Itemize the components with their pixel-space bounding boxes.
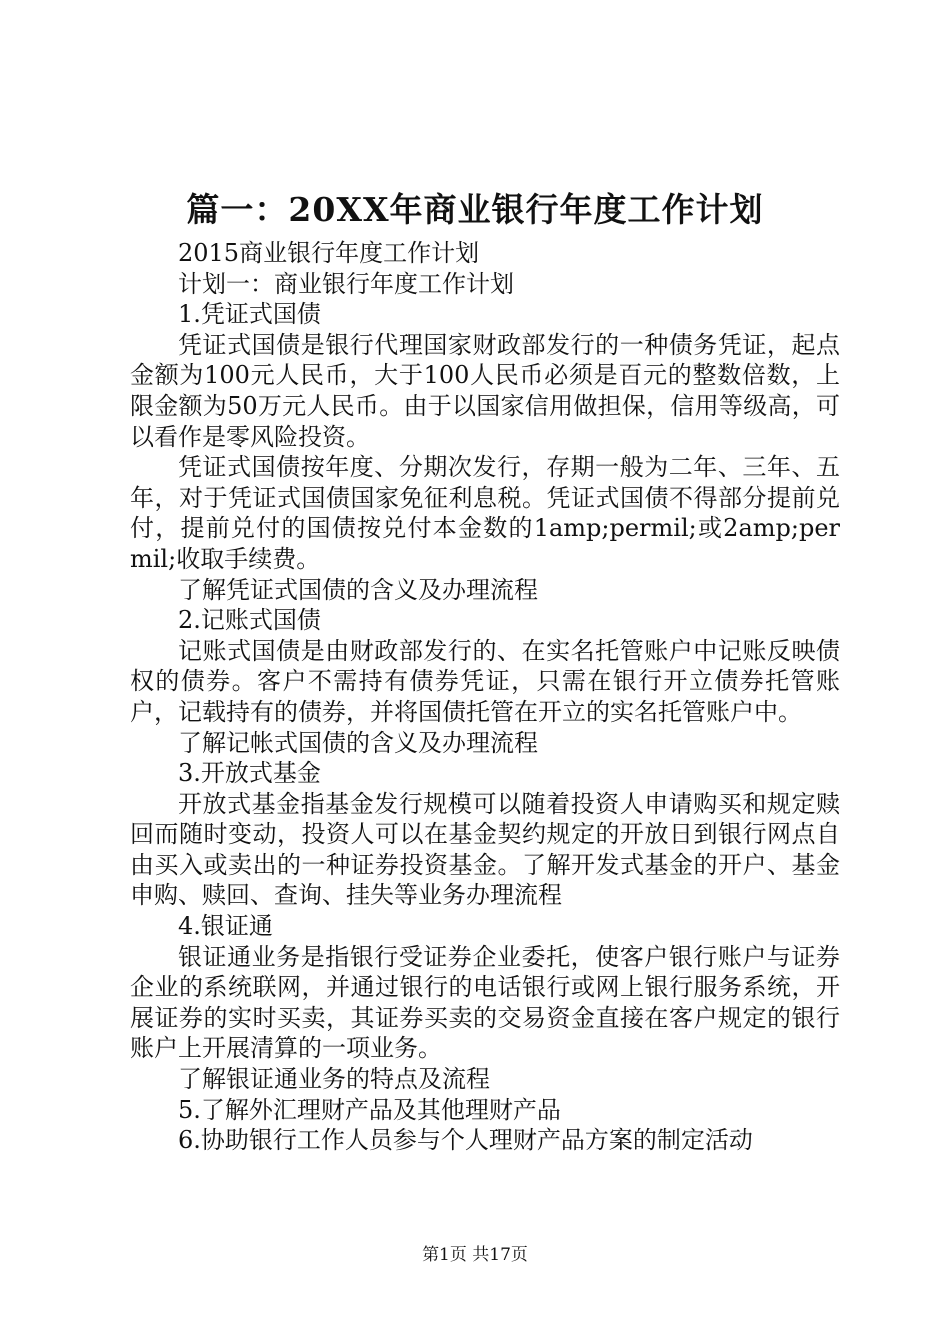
- paragraph: 了解凭证式国债的含义及办理流程: [178, 575, 538, 604]
- section-heading: 6.协助银行工作人员参与个人理财产品方案的制定活动: [178, 1126, 753, 1155]
- paragraph: 凭证式国债是银行代理国家财政部发行的一种债务凭证，起点金额为100元人民币，大于100人民币必须是百元的整数倍数，上限金额为50万元人民币。由于以国家信用做担保，信用等级高，可以看作是零风险投资。: [130, 330, 840, 451]
- document-title: 篇一：20XX年商业银行年度工作计划: [186, 190, 764, 229]
- paragraph: 银证通业务是指银行受证券企业委托，使客户银行账户与证券企业的系统联网，并通过银行的电话银行或网上银行服务系统，开展证券的实时买卖，其证券买卖的交易资金直接在客户规定的银行账户上开展清算的一项业务。: [130, 942, 840, 1063]
- paragraph: 了解银证通业务的特点及流程: [178, 1065, 490, 1094]
- paragraph: 凭证式国债按年度、分期次发行，存期一般为二年、三年、五年，对于凭证式国债国家免征利息税。凭证式国债不得部分提前兑付，提前兑付的国债按兑付本金数的1amp;permil;或2amp;permil;收取手续费。: [130, 453, 840, 573]
- paragraph: 记账式国债是由财政部发行的、在实名托管账户中记账反映债权的债券。客户不需持有债券凭证，只需在银行开立债券托管账户，记载持有的债券，并将国债托管在开立的实名托管账户中。: [130, 636, 840, 726]
- paragraph: 了解记帐式国债的含义及办理流程: [178, 728, 538, 757]
- paragraph: 2015商业银行年度工作计划: [178, 239, 480, 267]
- section-heading: 2.记账式国债: [178, 606, 321, 635]
- document-body: [130, 238, 840, 1156]
- section-heading: 3.开放式基金: [178, 759, 321, 788]
- page-footer: 第1页 共17页: [422, 1245, 528, 1265]
- paragraph: 计划一：商业银行年度工作计划: [178, 269, 514, 298]
- section-heading: 5.了解外汇理财产品及其他理财产品: [178, 1095, 561, 1124]
- section-heading: 1.凭证式国债: [178, 300, 321, 329]
- paragraph: 开放式基金指基金发行规模可以随着投资人申请购买和规定赎回而随时变动，投资人可以在基金契约规定的开放日到银行网点自由买入或卖出的一种证券投资基金。了解开发式基金的开户、基金申购、赎回、查询、挂失等业务办理流程: [130, 789, 840, 910]
- section-heading: 4.银证通: [178, 912, 273, 941]
